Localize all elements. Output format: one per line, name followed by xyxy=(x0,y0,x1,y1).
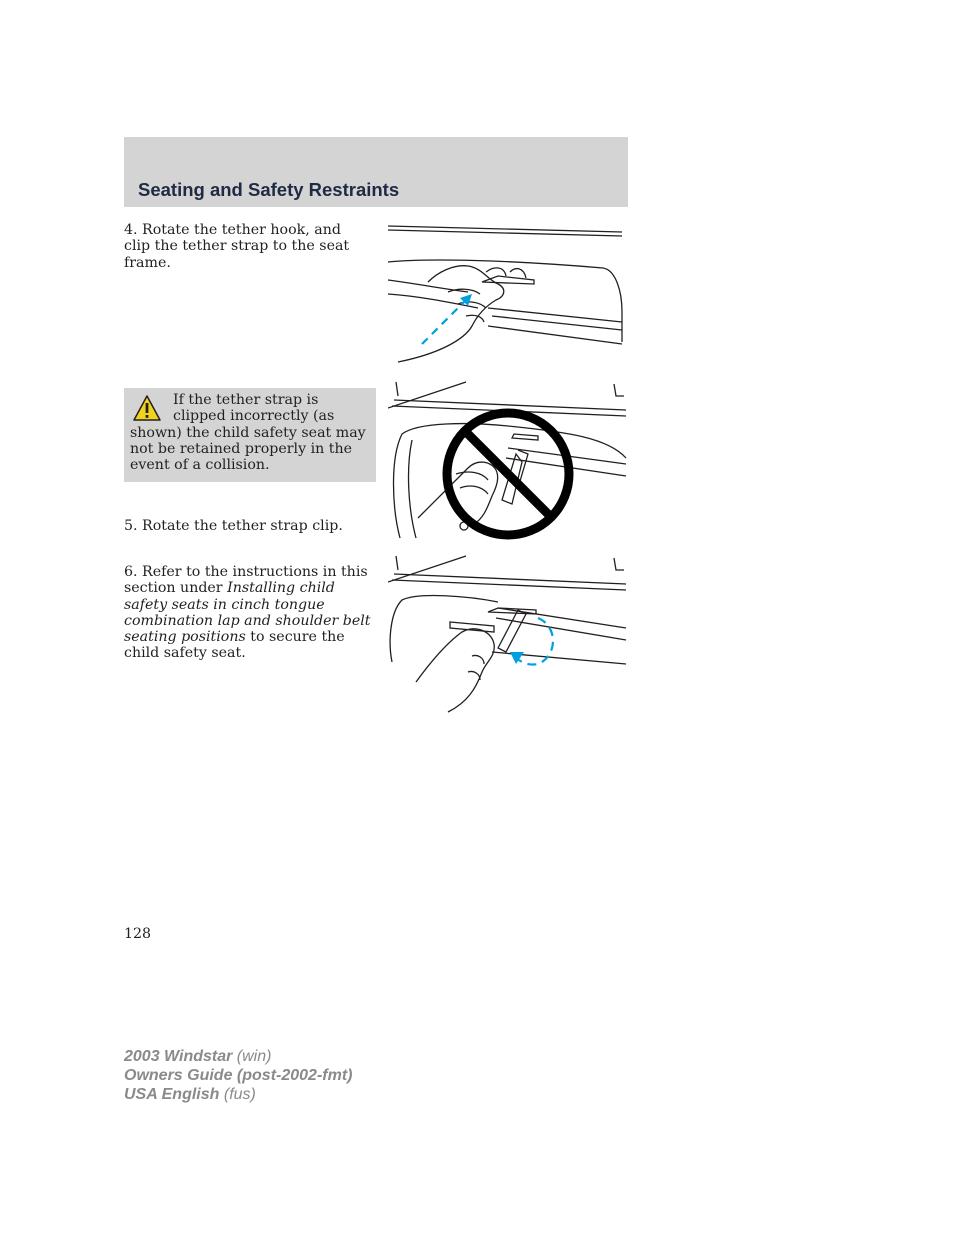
rotate-clip-illustration xyxy=(388,552,628,716)
step-6-reference: Installing child safety seats in cinch tongue combination lap and shoulder belt seating positions xyxy=(124,580,371,646)
step-4-text: 4. Rotate the tether hook, and clip the tether strap to the seat frame. xyxy=(124,222,350,271)
footer-line-1: 2003 Windstar (win) xyxy=(124,1048,272,1065)
footer-line-2: Owners Guide (post-2002-fmt) xyxy=(124,1067,353,1084)
warning-box xyxy=(124,388,376,482)
section-title: Seating and Safety Restraints xyxy=(138,179,400,200)
step-6-suffix: to secure the child safety seat. xyxy=(124,629,345,662)
footer xyxy=(124,1047,352,1104)
step-5-text: 5. Rotate the tether strap clip. xyxy=(124,518,343,534)
section-header-band xyxy=(124,137,628,207)
incorrect-clipping-illustration xyxy=(388,378,628,548)
footer-line-3: USA English (fus) xyxy=(124,1086,256,1103)
page-number: 128 xyxy=(124,926,152,942)
step-6-prefix: 6. Refer to the instructions in this section under xyxy=(124,564,368,597)
step-6-text xyxy=(124,564,376,662)
warning-text: If the tether strap is clipped incorrectly (as shown) the child safety seat may not be retained properly in the event of a collision. xyxy=(130,392,366,474)
tether-hook-illustration xyxy=(388,222,628,368)
